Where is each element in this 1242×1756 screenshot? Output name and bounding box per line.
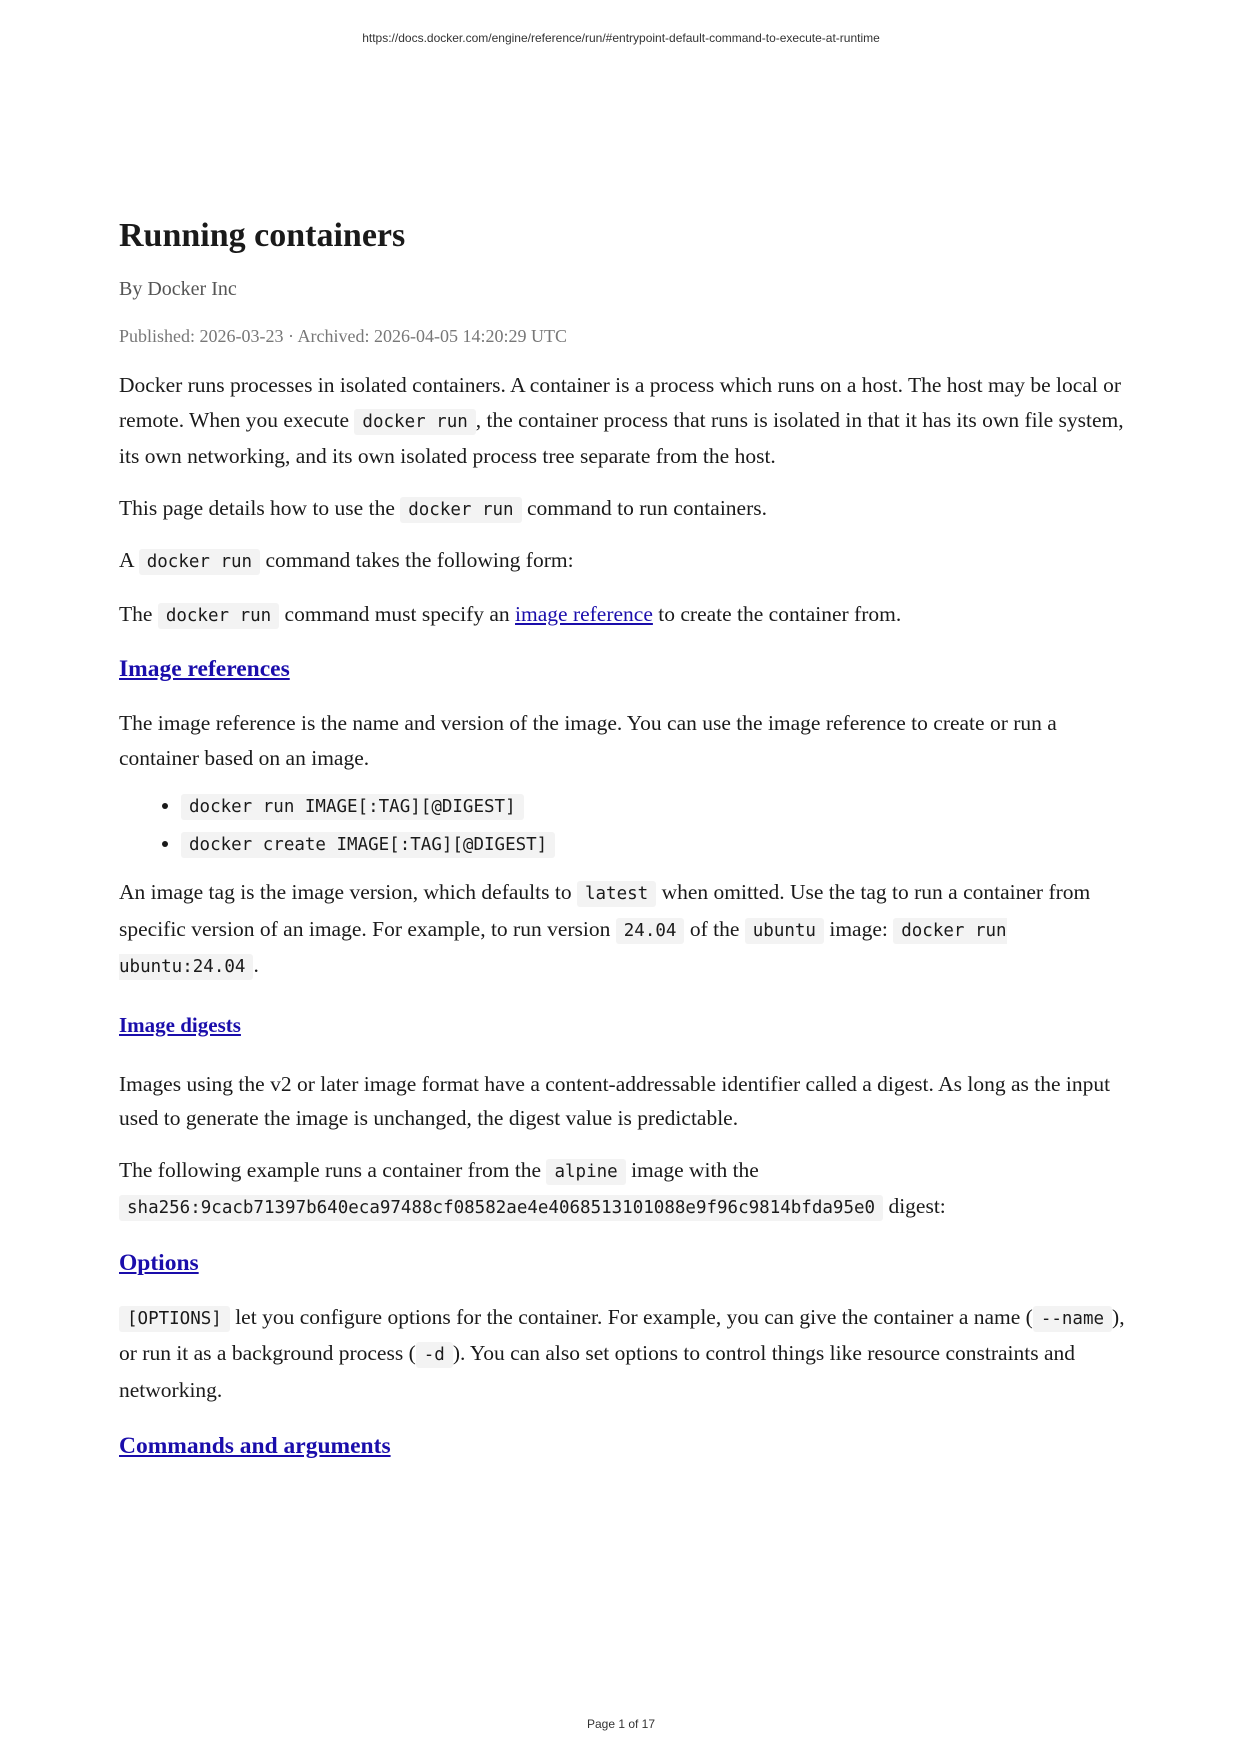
usage-paragraph: This page details how to use the docker run command to run containers. [119, 491, 1129, 528]
page-url-header: https://docs.docker.com/engine/reference/run/#entrypoint-default-command-to-execute-at-runtime [362, 31, 880, 45]
inline-code: sha256:9cacb71397b640eca97488cf08582ae4e4068513101088e9f96c9814bfda95e0 [119, 1195, 883, 1221]
inline-code: alpine [546, 1159, 625, 1185]
inline-code: -d [416, 1342, 453, 1368]
inline-code: docker run IMAGE[:TAG][@DIGEST] [181, 794, 524, 820]
form-paragraph: A docker run command takes the following form: [119, 543, 1129, 580]
section-heading-commands [119, 1431, 1129, 1461]
image-digests-heading-link[interactable]: Image digests [119, 1012, 241, 1037]
image-ref-paragraph: The docker run command must specify an image reference to create the container from. [119, 597, 1129, 634]
inline-code: docker run [400, 497, 521, 523]
page-number: Page 1 of 17 [586, 1717, 656, 1731]
inline-code: --name [1033, 1306, 1112, 1332]
inline-code: docker run [354, 409, 475, 435]
inline-code: docker run ubuntu:24.04 [119, 918, 1007, 981]
inline-code: 24.04 [616, 918, 685, 944]
options-paragraph: [OPTIONS] let you configure options for the container. For example, you can give the container a name ( --name ), or run it as a background process ( -d ). You can also set options to control things like resource constraints and networking. [119, 1304, 1125, 1402]
section-heading-options [119, 1248, 1129, 1278]
intro-paragraph: Docker runs processes in isolated containers. A container is a process which runs on a host. The host may be local or remote. When you execute docker run , the container process that runs is isolated in that it has its own file system, its own networking, and its own isolated process tree separate from the host. [119, 373, 1124, 468]
byline: By Docker Inc [119, 278, 237, 300]
inline-code: [OPTIONS] [119, 1306, 230, 1332]
section-heading-image-digests [119, 1010, 1129, 1040]
inline-code: docker run [139, 549, 260, 575]
image-reference-syntax-list [119, 787, 1129, 863]
image-references-paragraph: The image reference is the name and version of the image. You can use the image reference to create or run a container based on an image. [119, 711, 1057, 770]
image-references-heading-link[interactable]: Image references [119, 656, 290, 682]
publish-meta: Published: 2026-03-23 · Archived: 2026-04-05 14:20:29 UTC [119, 326, 567, 346]
list-item [181, 787, 1129, 825]
image-reference-link[interactable]: image reference [515, 601, 653, 626]
inline-code: ubuntu [745, 918, 824, 944]
commands-heading-link[interactable]: Commands and arguments [119, 1433, 391, 1459]
inline-code: docker create IMAGE[:TAG][@DIGEST] [181, 832, 555, 858]
image-tag-paragraph: An image tag is the image version, which defaults to latest when omitted. Use the tag to run a container from specific version of an image. For example, to run version 24.04 of the ubuntu image: docker run ubuntu:24.04 . [119, 875, 1129, 985]
section-heading-image-references [119, 654, 1129, 684]
image-digests-paragraph: Images using the v2 or later image format have a content-addressable identifier called a digest. As long as the input used to generate the image is unchanged, the digest value is predictable. [119, 1071, 1111, 1130]
list-item [181, 825, 1129, 863]
options-heading-link[interactable]: Options [119, 1249, 199, 1276]
inline-code: latest [577, 881, 656, 907]
digest-example-paragraph: The following example runs a container from the alpine image with the sha256:9cacb71397b640eca97488cf08582ae4e4068513101088e9f96c9814bfda95e0 digest: [119, 1153, 1129, 1226]
page-title: Running containers [119, 217, 406, 254]
article-content [119, 200, 1129, 1461]
inline-code: docker run [158, 603, 279, 629]
